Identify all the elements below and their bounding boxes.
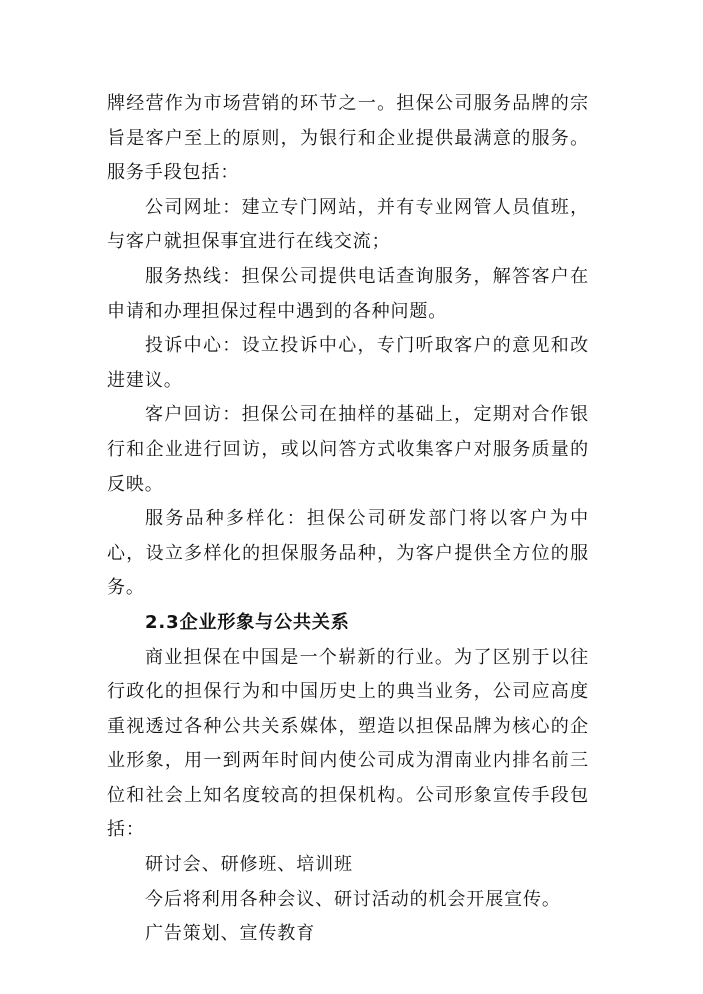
intro-paragraph: 牌经营作为市场营销的环节之一。担保公司服务品牌的宗旨是客户至上的原则，为银行和企业提供最满意的服务。服务手段包括： [107,93,589,184]
service-item-customer-visit: 客户回访：担保公司在抽样的基础上，定期对合作银行和企业进行回访，或以问答方式收集客户对服务质量的反映。 [107,404,589,495]
service-item-hotline: 服务热线：担保公司提供电话查询服务，解答客户在申请和办理担保过程中遇到的各种问题。 [107,265,589,322]
service-item-complaint-center: 投诉中心：设立投诉中心，专门听取客户的意见和改进建议。 [107,335,589,391]
section-heading: 2.3企业形象与公共关系 [145,611,350,633]
body-text-column [107,87,589,952]
service-item-website: 公司网址：建立专门网站，并有专业网管人员值班，与客户就担保事宜进行在线交流； [107,196,589,253]
pr-item-advertising: 广告策划、宣传教育 [145,923,316,945]
section-body-paragraph: 商业担保在中国是一个崭新的行业。为了区别于以往行政化的担保行为和中国历史上的典当业务，公司应高度重视透过各种公共关系媒体，塑造以担保品牌为核心的企业形象，用一到两年时间内使公司成为渭南业内排名前三位和社会上知名度较高的担保机构。公司形象宣传手段包括： [107,646,589,841]
pr-item-meetings: 今后将利用各种会议、研讨活动的机会开展宣传。 [145,888,561,910]
pr-item-seminars: 研讨会、研修班、培训班 [145,854,353,876]
service-item-diversification: 服务品种多样化：担保公司研发部门将以客户为中心，设立多样化的担保服务品种，为客户提供全方位的服务。 [107,508,589,599]
